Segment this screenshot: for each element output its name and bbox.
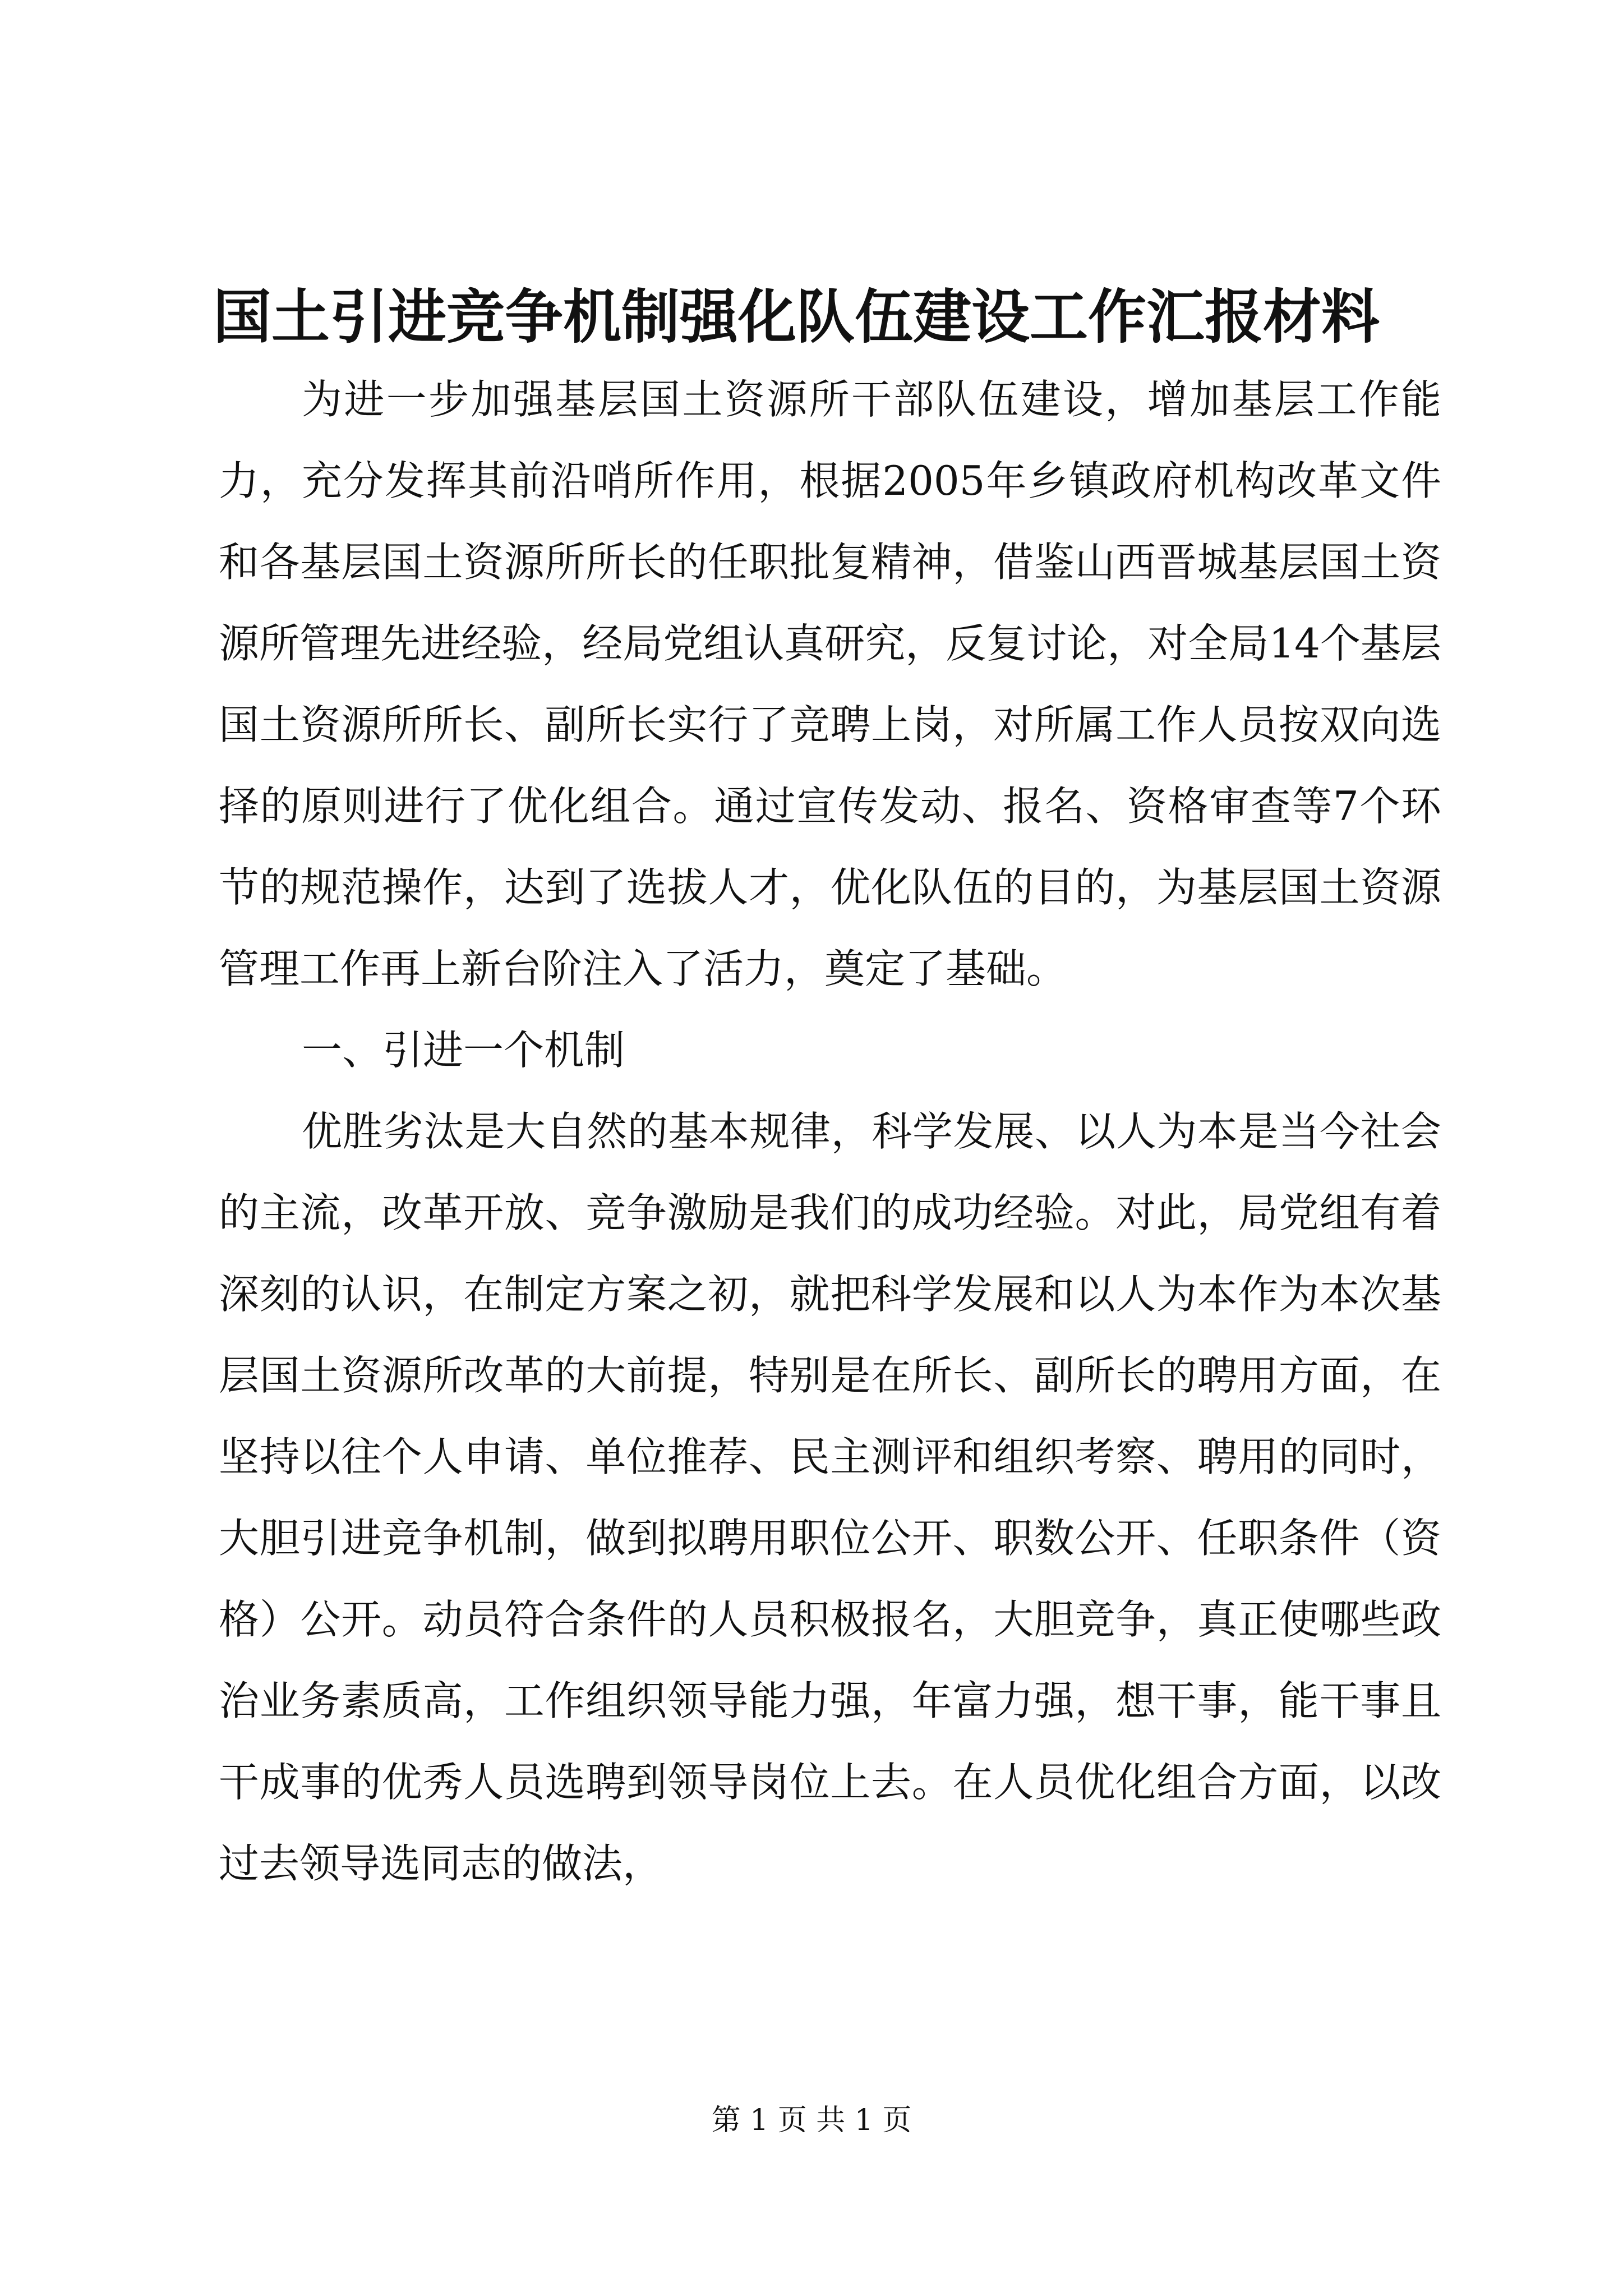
document-title: 国土引进竞争机制强化队伍建设工作汇报材料 (213, 282, 1380, 351)
intro-paragraph: 为进一步加强基层国土资源所干部队伍建设，增加基层工作能力，充分发挥其前沿哨所作用，根据2005年乡镇政府机构改革文件和各基层国土资源所所长的任职批复精神，借鉴山西晋城基层国土资源所管理先进经验，经局党组认真研究，反复讨论，对全局14个基层国土资源所所长、副所长实行了竞聘上岗，对所属工作人员按双向选择的原则进行了优化组合。通过宣传发动、报名、资格审查等7个环节的规范操作，达到了选拔人才，优化队伍的目的，为基层国土资源管理工作再上新台阶注入了活力，奠定了基础。 (219, 376, 1441, 992)
section-paragraph: 优胜劣汰是大自然的基本规律，科学发展、以人为本是当今社会的主流，改革开放、竞争激励是我们的成功经验。对此，局党组有着深刻的认识，在制定方案之初，就把科学发展和以人为本作为本次基层国土资源所改革的大前提，特别是在所长、副所长的聘用方面，在坚持以往个人申请、单位推荐、民主测评和组织考察、聘用的同时，大胆引进竞争机制，做到拟聘用职位公开、职数公开、任职条件（资格）公开。动员符合条件的人员积极报名，大胆竞争，真正使哪些政治业务素质高，工作组织领导能力强，年富力强，想干事，能干事且干成事的优秀人员选聘到领导岗位上去。在人员优化组合方面，以改过去领导选同志的做法， (219, 1108, 1441, 1887)
section-heading: 一、引进一个机制 (302, 1027, 625, 1074)
page-footer: 第 1 页 共 1 页 (711, 2104, 912, 2137)
document-body (219, 359, 1441, 1904)
